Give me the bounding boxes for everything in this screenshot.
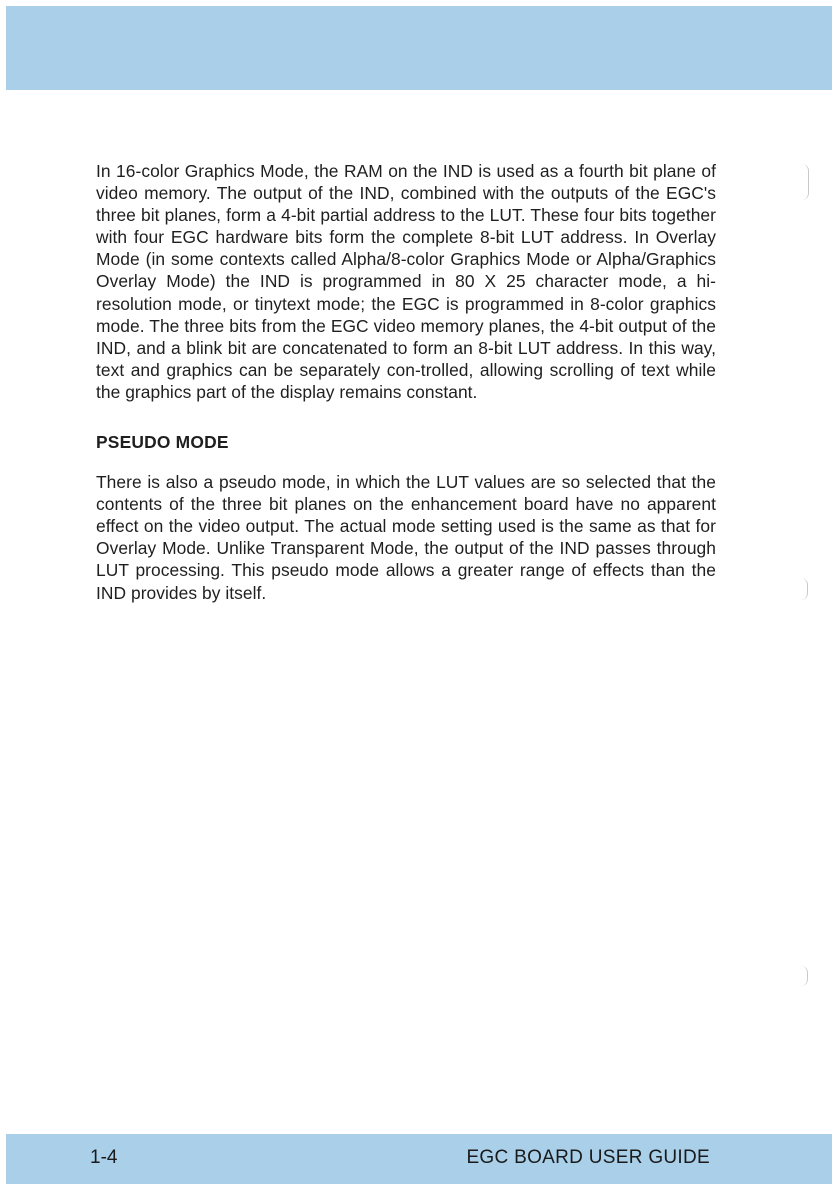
footer-title: EGC BOARD USER GUIDE bbox=[466, 1147, 710, 1168]
binding-mark bbox=[801, 578, 808, 600]
section-heading: PSEUDO MODE bbox=[96, 432, 229, 453]
body-paragraph-1: In 16-color Graphics Mode, the RAM on the IND is used as a fourth bit plane of video memory. The output of the IND, combined with the outputs of the EGC's three bit planes, form a 4-bit partial address to the LUT. These four bits together with four EGC hardware bits form the complete 8-bit LUT address. In Overlay Mode (in some contexts called Alpha/8-color Graphics Mode or Alpha/Graphics Overlay Mode) the IND is programmed in 80 X 25 character mode, a hi-resolution mode, or tinytext mode; the EGC is programmed in 8-color graphics mode. The three bits from the EGC video memory planes, the 4-bit output of the IND, and a blink bit are concatenated to form an 8-bit LUT address. In this way, text and graphics can be separately con-trolled, allowing scrolling of text while the graphics part of the display remains constant. bbox=[96, 161, 716, 402]
binding-mark bbox=[802, 164, 809, 200]
page-content bbox=[96, 160, 716, 604]
page-number: 1-4 bbox=[90, 1147, 118, 1168]
binding-mark bbox=[801, 966, 808, 986]
body-paragraph-2: There is also a pseudo mode, in which the LUT values are so selected that the contents of the three bit planes on the enhancement board have no apparent effect on the video output. The actual mode setting used is the same as that for Overlay Mode. Unlike Transparent Mode, the output of the IND passes through LUT processing. This pseudo mode allows a greater range of effects than the IND provides by itself. bbox=[96, 472, 716, 603]
header-band bbox=[6, 6, 832, 90]
